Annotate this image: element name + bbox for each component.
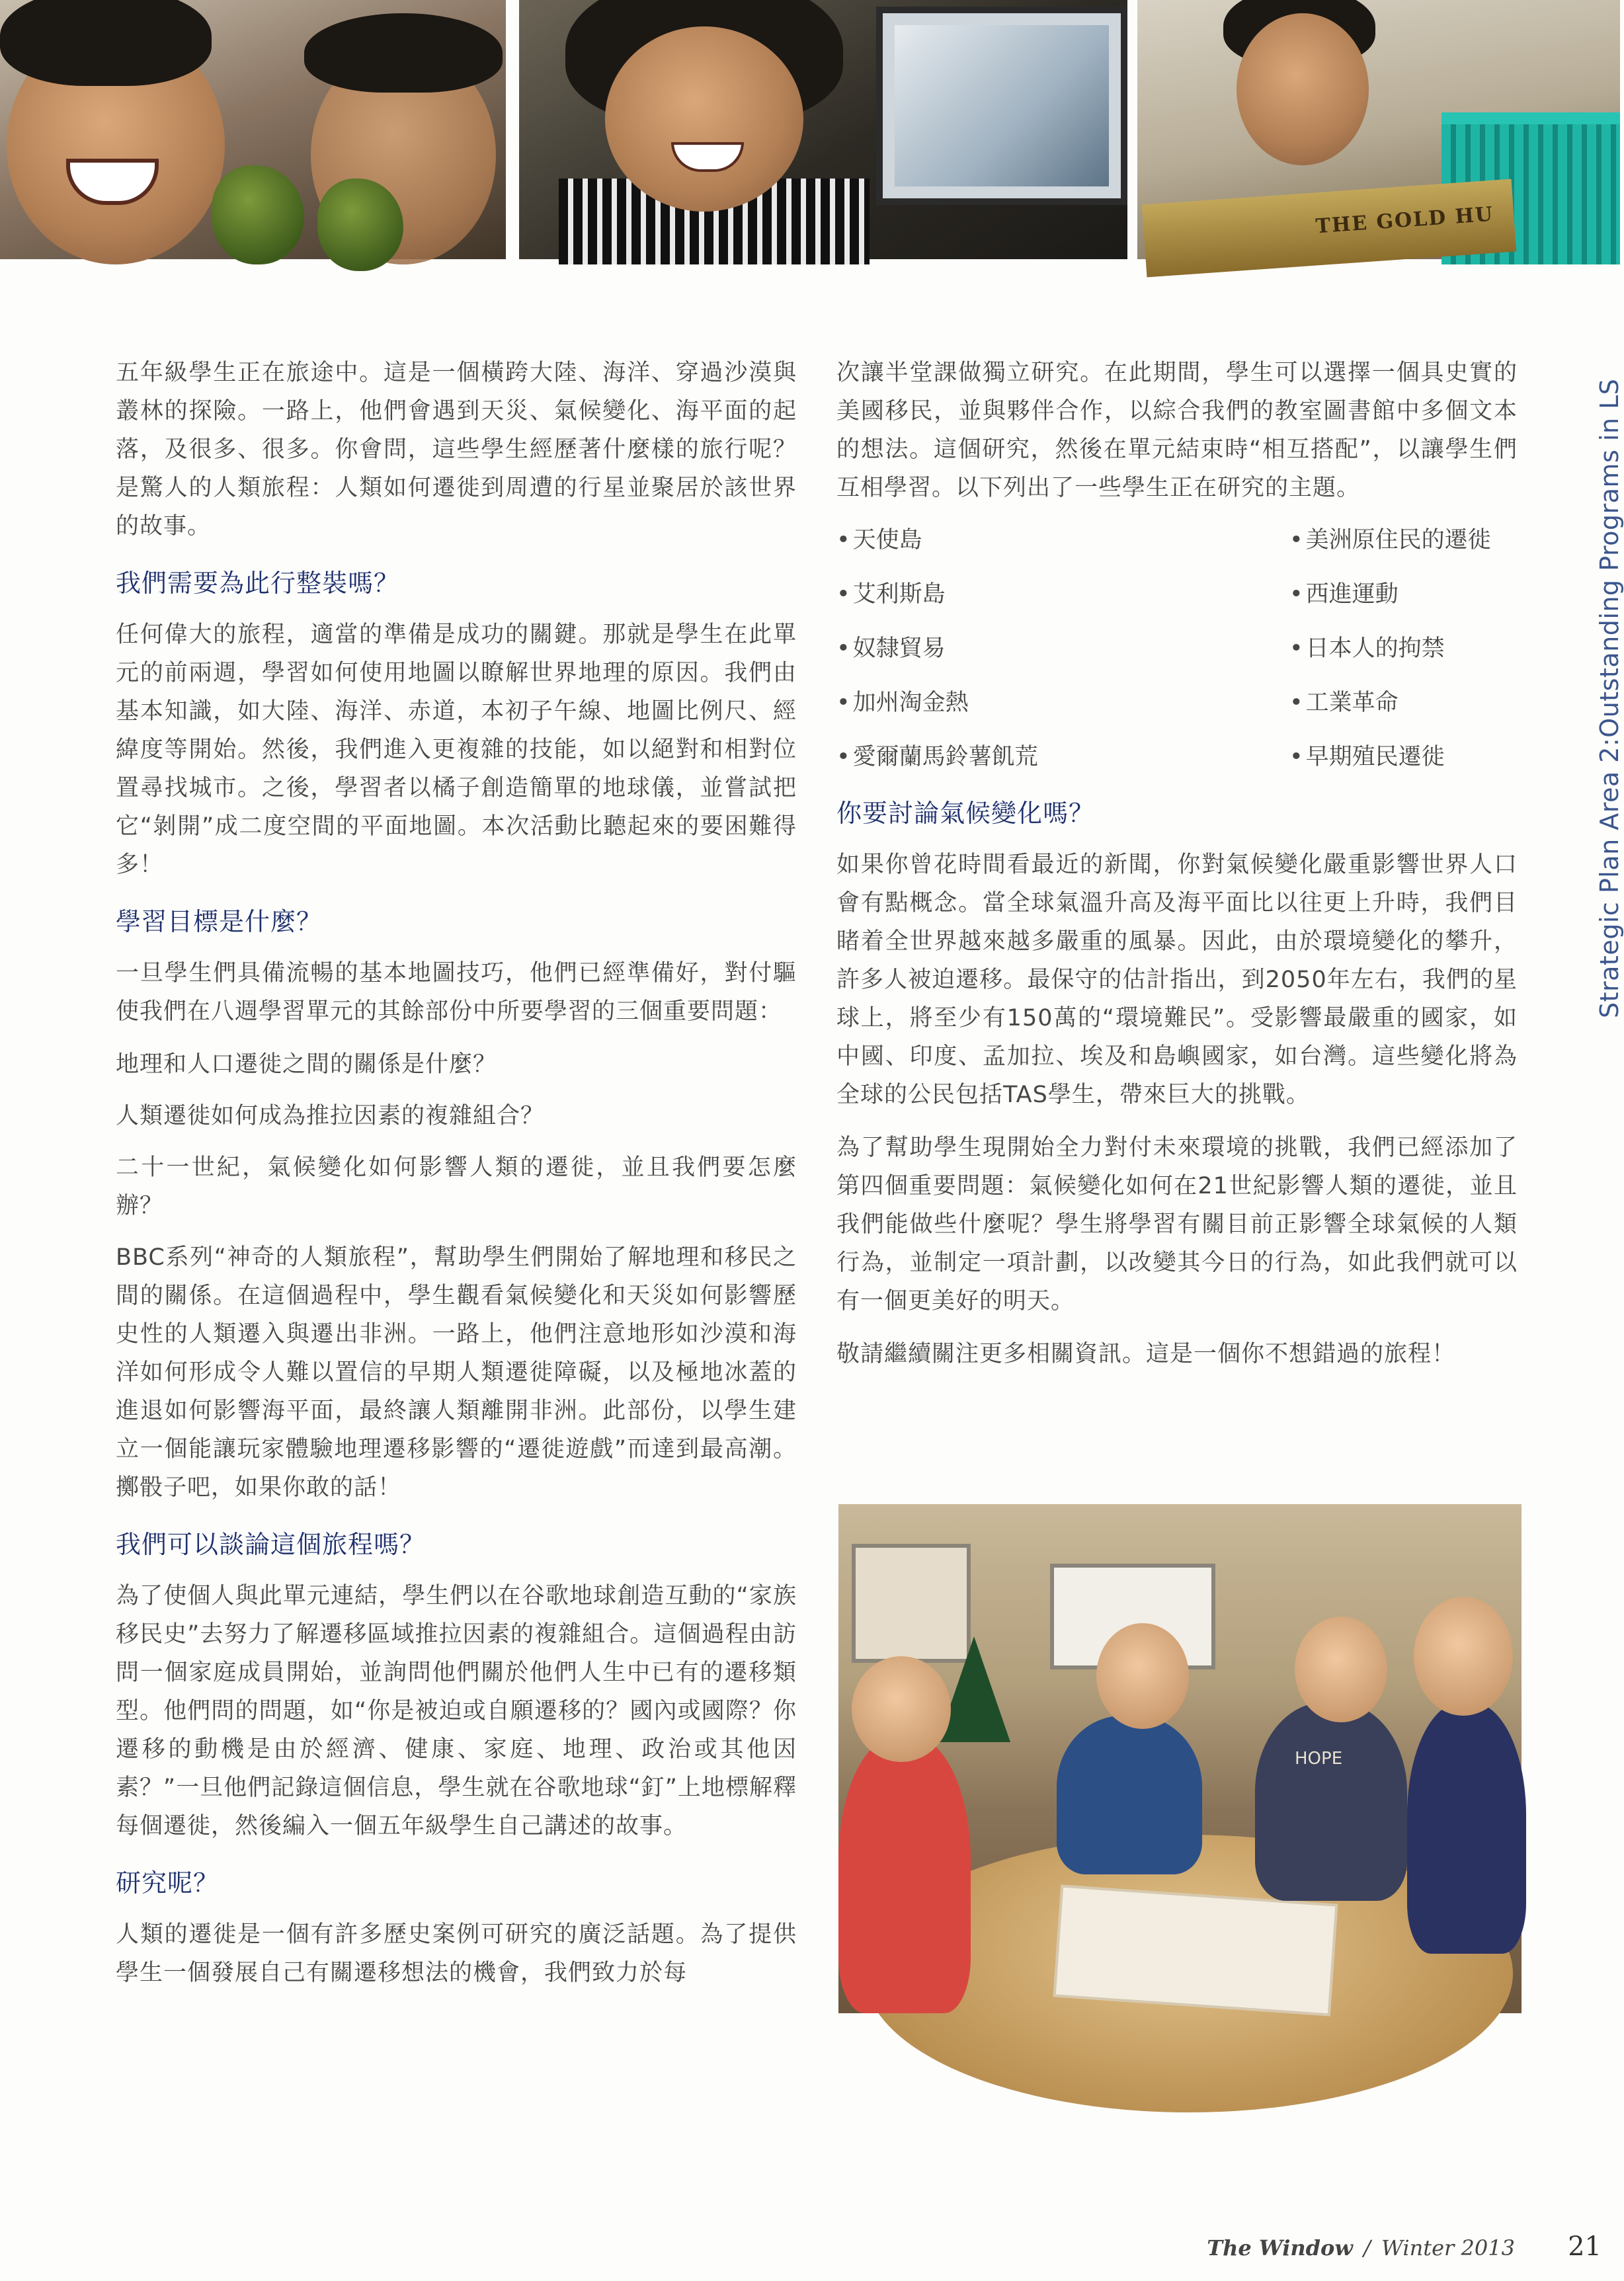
second-boy-hair [304,13,503,93]
christmas-tree [938,1636,1010,1742]
list-item: • 西進運動 [1289,576,1518,613]
reader-face [1237,13,1369,165]
question-climate: 二十一世紀，氣候變化如何影響人類的遷徙，並且我們要怎麼辦？ [116,1154,797,1219]
book-title: THE GOLD HU [1315,202,1495,239]
shirt-text: HOPE [1295,1749,1343,1769]
paragraph-preparation: 任何偉大的旅程，適當的準備是成功的關鍵。那就是學生在此單元的前兩週，學習如何使用地圖以瞭解世界地理的原因。我們由基本知識，如大陸、海洋、赤道，本初子午線、地圖比例尺、經緯度等開始。然後，我們進入更複雜的技能，如以絕對和相對位置尋找城市。之後，學習者以橘子創造簡單的地球儀，並嘗試把它“剝開”成二度空間的平面地圖。本次活動比聽起來的要困難得多！ [116,621,797,878]
paragraph-goals-intro: 一旦學生們具備流暢的基本地圖技巧，他們已經準備好，對付驅使我們在八週學習單元的其餘部份中所要學習的三個重要問題： [116,960,797,1025]
magazine-name: The Window [1207,2235,1353,2261]
sidebar-section-title: Strategic Plan Area 2:Outstanding Programs in LS [1595,378,1624,1018]
list-item: • 奴隸貿易 [836,630,1289,667]
paragraph-research-continued: 次讓半堂課做獨立研究。在此期間，學生可以選擇一個具史實的美國移民，並與夥伴合作，以綜合我們的教室圖書館中多個文本的想法。這個研究，然後在單元結束時“相互搭配”，以讓學生們互相學習。以下列出了一些學生正在研究的主題。 [836,360,1518,501]
computer-monitor [876,7,1127,205]
girl-head [852,1656,951,1762]
paragraph-fourth-question: 為了幫助學生現開始全力對付未來環境的挑戰，我們已經添加了第四個重要問題：氣候變化如何在21世紀影響人類的遷徙，並且我們能做些什麼呢？學生將學習有關目前正影響全球氣候的人類行為，並制定一項計劃，以改變其今日的行為，如此我們就可以有一個更美好的明天。 [836,1135,1518,1314]
intro-paragraph: 五年級學生正在旅途中。這是一個橫跨大陸、海洋、穿過沙漠與叢林的探險。一路上，他們會遇到天災、氣候變化、海平面的起落，及很多、很多。你會問，這些學生經歷著什麼樣的旅行呢？是驚人的人類旅程：人類如何遷徙到周遭的行星並聚居於該世界的故事。 [116,360,797,540]
boy-head [1096,1623,1189,1729]
world-map-on-table [1053,1885,1338,2017]
list-item: • 日本人的拘禁 [1289,630,1518,667]
boy-in-navy-head [1414,1597,1513,1716]
boy-in-blue [1057,1716,1202,1874]
issue-label: Winter 2013 [1381,2235,1515,2261]
boy-in-dark-shirt [1255,1702,1407,1901]
list-item: • 艾利斯島 [836,576,1289,613]
paragraph-climate-news: 如果你曾花時間看最近的新聞，你對氣候變化嚴重影響世界人口會有點概念。當全球氣溫升高及海平面比以往更上升時，我們目睹着全世界越來越多嚴重的風暴。因此，由於環境變化的攀升，許多人被迫遷移。最保守的估計指出，到2050年左右，我們的星球上，將至少有150萬的“環境難民”。受影響最嚴重的國家，如中國、印度、孟加拉、埃及和島嶼國家，如台灣。這些變化將為全球的公民包括TAS學生，帶來巨大的挑戰。 [836,852,1518,1108]
list-item: • 早期殖民遷徙 [1289,739,1518,776]
list-item: • 天使島 [836,522,1289,559]
section-heading-research: 研究呢？ [116,1868,220,1898]
girl-face [605,26,803,212]
right-column [836,354,1518,1388]
section-heading-climate: 你要討論氣候變化嗎？ [836,799,1095,828]
research-topics-list [836,522,1518,776]
photo-kids-with-avocados [0,0,506,259]
paragraph-stay-tuned: 敬請繼續關注更多相關資訊。這是一個你不想錯過的旅程！ [836,1341,1456,1367]
list-item: • 愛爾蘭馬鈴薯飢荒 [836,739,1289,776]
section-heading-talk: 我們可以談論這個旅程嗎？ [116,1530,426,1559]
girl-in-red [838,1736,971,2013]
section-heading-pack: 我們需要為此行整裝嗎？ [116,569,400,598]
question-geography: 地理和人口遷徙之間的關係是什麼？ [116,1051,497,1078]
left-column [116,354,797,2007]
list-item: • 加州淘金熱 [836,684,1289,721]
list-item: • 工業革命 [1289,684,1518,721]
photo-girl-at-computer [519,0,1127,259]
paragraph-research: 人類的遷徙是一個有許多歷史案例可研究的廣泛話題。為了提供學生一個發展自己有關遷移想法的機會，我們致力於每 [116,1921,797,1986]
avocado [317,179,403,271]
paragraph-family-history: 為了使個人與此單元連結，學生們以在谷歌地球創造互動的“家族移民史”去努力了解遷移區域推拉因素的複雜組合。這個過程由訪問一個家庭成員開始，並詢問他們關於他們人生中已有的遷移類型。他們問的問題，如“你是被迫或自願遷移的？國內或國際？你遷移的動機是由於經濟、健康、家庭、地理、政治或其他因素？”一旦他們記錄這個信息，學生就在谷歌地球“釘”上地標解釋每個遷徙，然後編入一個五年級學生自己講述的故事。 [116,1583,797,1839]
paragraph-bbc-series: BBC系列“神奇的人類旅程”，幫助學生們開始了解地理和移民之間的關係。在這個過程中，學生觀看氣候變化和天災如何影響歷史性的人類遷入與遷出非洲。一路上，他們注意地形如沙漠和海洋如何形成令人難以置信的早期人類遷徙障礙，以及極地冰蓋的進退如何影響海平面，最終讓人類離開非洲。此部份，以學生建立一個能讓玩家體驗地理遷移影響的“遷徙遊戲”而達到最高潮。擲骰子吧，如果你敢的話！ [116,1244,797,1501]
boy-with-glasses-head [1295,1617,1387,1722]
boy-in-navy-hoodie [1407,1702,1526,1954]
photo-classroom-activity [838,1504,1522,2013]
page-footer [1207,2231,1602,2262]
list-item: • 美洲原住民的遷徙 [1289,522,1518,559]
photo-boy-reading [1137,0,1620,259]
avocado [212,165,304,264]
section-heading-goals: 學習目標是什麼？ [116,907,323,936]
question-push-pull: 人類遷徙如何成為推拉因素的複雜組合？ [116,1103,545,1129]
page-number: 21 [1568,2231,1602,2262]
boy-hair [0,0,212,86]
footer-separator: / [1363,2235,1371,2261]
